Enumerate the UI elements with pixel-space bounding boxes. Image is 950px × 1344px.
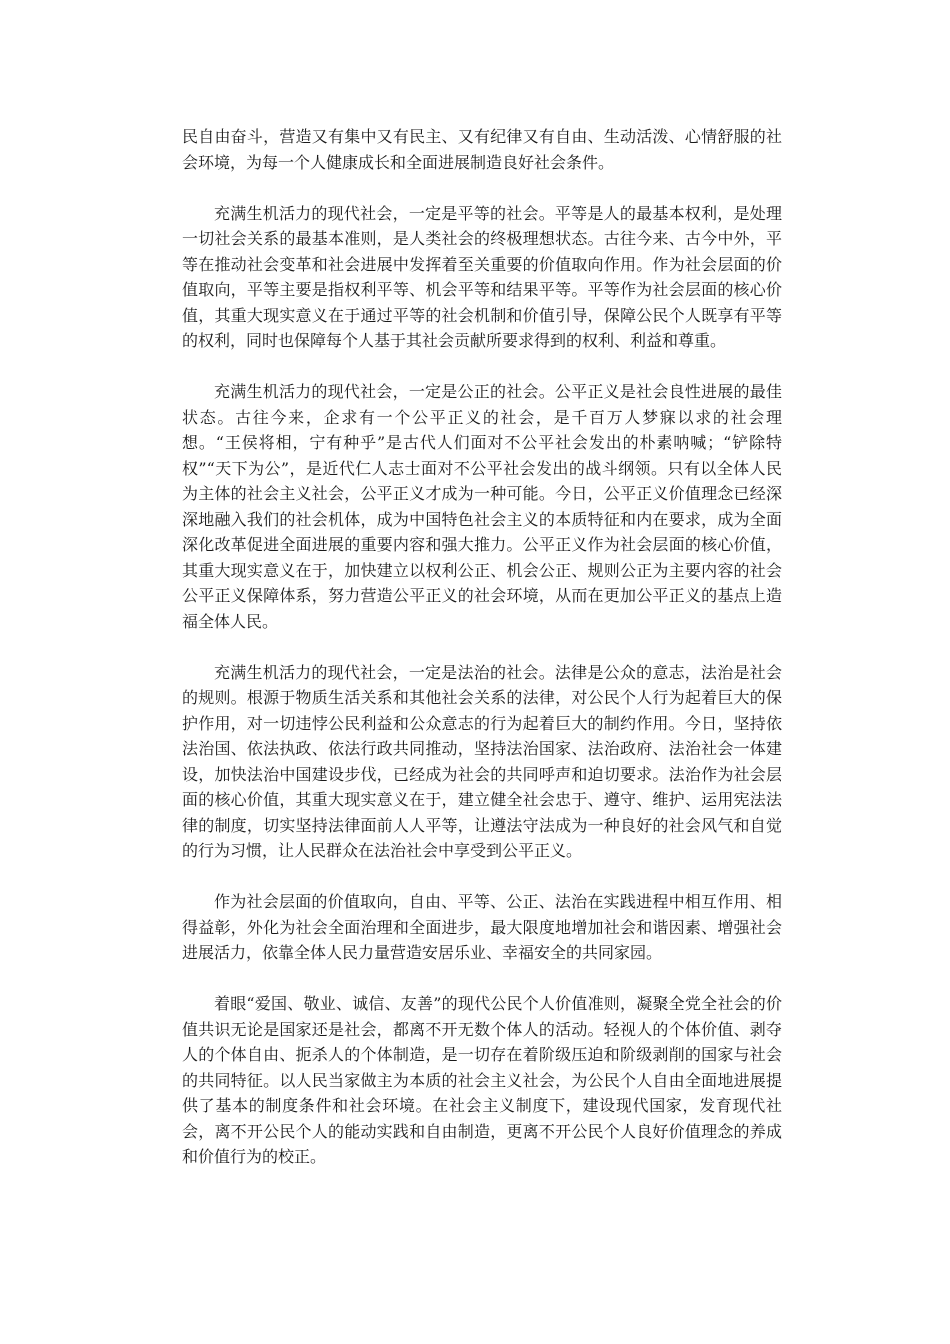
- paragraph-continued-intro: 民自由奋斗，营造又有集中又有民主、又有纪律又有自由、生动活泼、心情舒服的社会环境，为每一个人健康成长和全面进展制造良好社会条件。: [182, 127, 782, 172]
- document-body: [182, 124, 782, 1195]
- paragraph-equality: 充满生机活力的现代社会，一定是平等的社会。平等是人的最基本权利，是处理一切社会关系的最基本准则，是人类社会的终极理想状态。古往今来、古今中外，平等在推动社会变革和社会进展中发挥着至关重要的价值取向作用。作为社会层面的价值取向，平等主要是指权利平等、机会平等和结果平等。平等作为社会层面的核心价值，其重大现实意义在于通过平等的社会机制和价值引导，保障公民个人既享有平等的权利，同时也保障每个人基于其社会贡献所要求得到的权利、利益和尊重。: [182, 203, 782, 350]
- paragraph-social-values: 作为社会层面的价值取向，自由、平等、公正、法治在实践进程中相互作用、相得益彰，外化为社会全面治理和全面进步，最大限度地增加社会和谐因素、增强社会进展活力，依靠全体人民力量营造安居乐业、幸福安全的共同家园。: [182, 892, 782, 962]
- paragraph-citizen-values: 着眼“爱国、敬业、诚信、友善”的现代公民个人价值准则，凝聚全党全社会的价值共识无论是国家还是社会，都离不开无数个体人的活动。轻视人的个体价值、剥夺人的个体自由、扼杀人的个体制造，是一切存在着阶级压迫和阶级剥削的国家与社会的共同特征。以人民当家做主为本质的社会主义社会，为公民个人自由全面地进展提供了基本的制度条件和社会环境。在社会主义制度下，建设现代国家，发育现代社会，离不开公民个人的能动实践和自由制造，更离不开公民个人良好价值理念的养成和价值行为的校正。: [182, 994, 782, 1166]
- paragraph-justice: 充满生机活力的现代社会，一定是公正的社会。公平正义是社会良性进展的最佳状态。古往今来，企求有一个公平正义的社会，是千百万人梦寐以求的社会理想。“王侯将相，宁有种乎”是古代人们面对不公平社会发出的朴素呐喊；“铲除特权”“天下为公”，是近代仁人志士面对不公平社会发出的战斗纲领。只有以全体人民为主体的社会主义社会，公平正义才成为一种可能。今日，公平正义价值理念已经深深地融入我们的社会机体，成为中国特色社会主义的本质特征和内在要求，成为全面深化改革促进全面进展的重要内容和强大推力。公平正义作为社会层面的核心价值，其重大现实意义在于，加快建立以权利公正、机会公正、规则公正为主要内容的社会公平正义保障体系，努力营造公平正义的社会环境，从而在更加公平正义的基点上造福全体人民。: [182, 382, 782, 631]
- paragraph-rule-of-law: 充满生机活力的现代社会，一定是法治的社会。法律是公众的意志，法治是社会的规则。根源于物质生活关系和其他社会关系的法律，对公民个人行为起着巨大的保护作用，对一切违悖公民利益和公众意志的行为起着巨大的制约作用。今日，坚持依法治国、依法执政、依法行政共同推动，坚持法治国家、法治政府、法治社会一体建设，加快法治中国建设步伐，已经成为社会的共同呼声和迫切要求。法治作为社会层面的核心价值，其重大现实意义在于，建立健全社会忠于、遵守、维护、运用宪法法律的制度，切实坚持法律面前人人平等，让遵法守法成为一种良好的社会风气和自觉的行为习惯，让人民群众在法治社会中享受到公平正义。: [182, 662, 782, 860]
